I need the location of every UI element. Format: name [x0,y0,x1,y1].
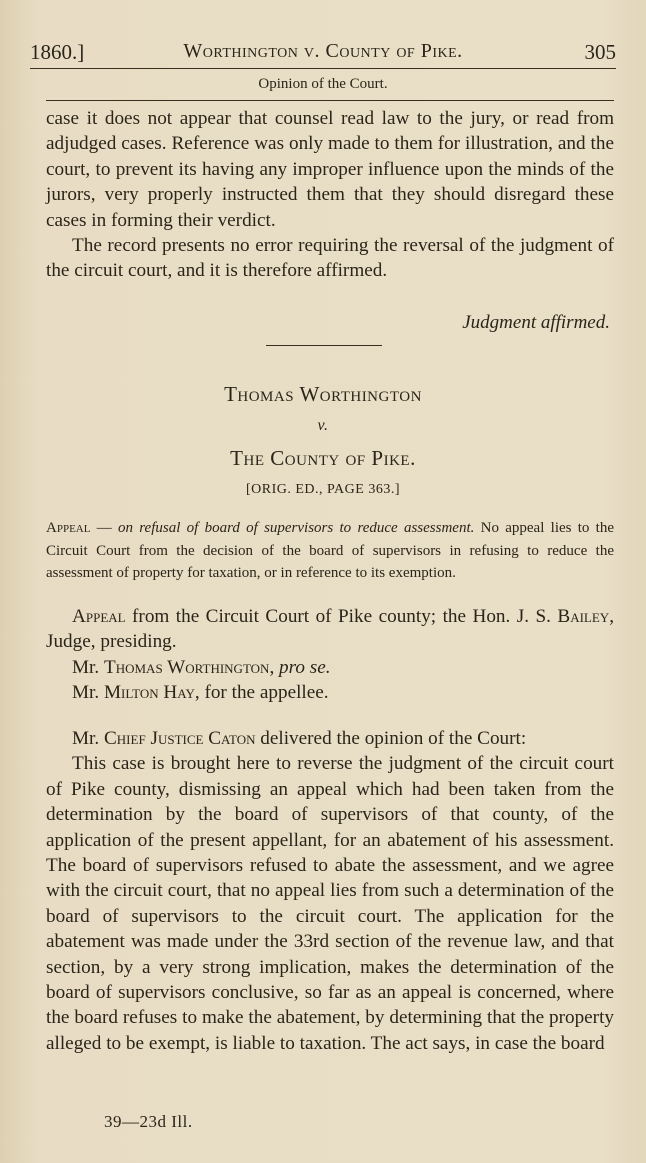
case-separator-rule [266,345,382,346]
procedural-history [46,604,614,706]
signature-mark: 39—23d Ill. [104,1112,193,1131]
opinion [46,726,614,1056]
headnote-text: No appeal lies to the Circuit Court from the decision of the board of supervisors in refusing to reduce the assessment of property for taxation, or in reference to its exemption. [46,520,615,581]
prior-opinion [46,106,614,284]
opinion-paragraph: This case is brought here to reverse the judgment of the circuit court of Pike county, dismissing an appeal which had been taken from the determination by the board of supervisors of that county, of the application of the present appellant, for an abatement of his assessment. The board of supervisors refused to abate the assessment, and we agree with the circuit court, that no appeal lies from such a determination of the board of supervisors to the circuit court. The application for the abatement was made under the 33rd section of the revenue law, and that section, by a very strong implication, makes the determination of the board of supervisors conclusive, so far as an appeal is concerned, where the board refuses to make the abatement, by determining that the property alleged to be exempt, is liable to taxation. The act says, in case the board [46,753,614,1054]
prior-opinion-paragraph: case it does not appear that counsel read law to the jury, or read from adjudged cases. Reference was only made to them for illustration, and the court, to prevent its having any improper influence upon the minds of the jurors, very properly instructed them that they should disregard these cases in forming their verdict. [46,108,614,231]
section-subhead: Opinion of the Court. [258,76,388,92]
judge-suffix: , Judge, presiding. [46,606,614,653]
judge-name: Bailey [557,606,610,627]
headnote-topic: on refusal of board of supervisors to reduce assessment. [118,520,475,536]
justice-name: Chief Justice Caton [104,728,256,749]
counsel-appellee [46,680,614,705]
opinion-intro-prefix: Mr. [72,728,104,749]
opinion-intro [46,726,614,751]
case-defendant: The County of Pike. [230,446,416,470]
counsel-name: Thomas Worthington [104,656,270,678]
header-rule [30,68,616,69]
appeal-text: from the Circuit Court of Pike county; the Hon. J. S. [125,606,558,627]
running-head-caption: Worthington v. County of Pike. [183,40,463,62]
appeal-statement [46,604,614,655]
original-edition-reference: [ORIG. ED., PAGE 363.] [246,482,400,497]
running-head [30,40,616,68]
running-head-year: 1860.] [30,40,85,64]
disposition: Judgment affirmed. [462,312,610,333]
subhead-rule [46,100,614,101]
counsel-separator: , [269,656,280,678]
headnote-paragraph [46,517,614,585]
opinion-intro-suffix: delivered the opinion of the Court: [255,728,527,749]
prior-opinion-paragraph: The record presents no error requiring the reversal of the judgment of the circuit court, and it is therefore affirmed. [46,235,614,282]
counsel-prefix: Mr. [72,682,104,704]
counsel-role: , for the appellee. [194,682,329,704]
headnote-lead: Appeal [46,520,91,536]
headnote-dash: — [90,520,118,536]
case-versus: v. [317,417,329,434]
counsel-prefix: Mr. [72,656,104,678]
counsel-name: Milton Hay [104,682,195,704]
counsel-appellant [46,655,614,680]
headnote [46,517,614,585]
appeal-lead: Appeal [72,606,126,627]
page-number: 305 [584,40,616,64]
case-plaintiff: Thomas Worthington [224,382,422,406]
counsel-role: pro se. [279,656,331,678]
